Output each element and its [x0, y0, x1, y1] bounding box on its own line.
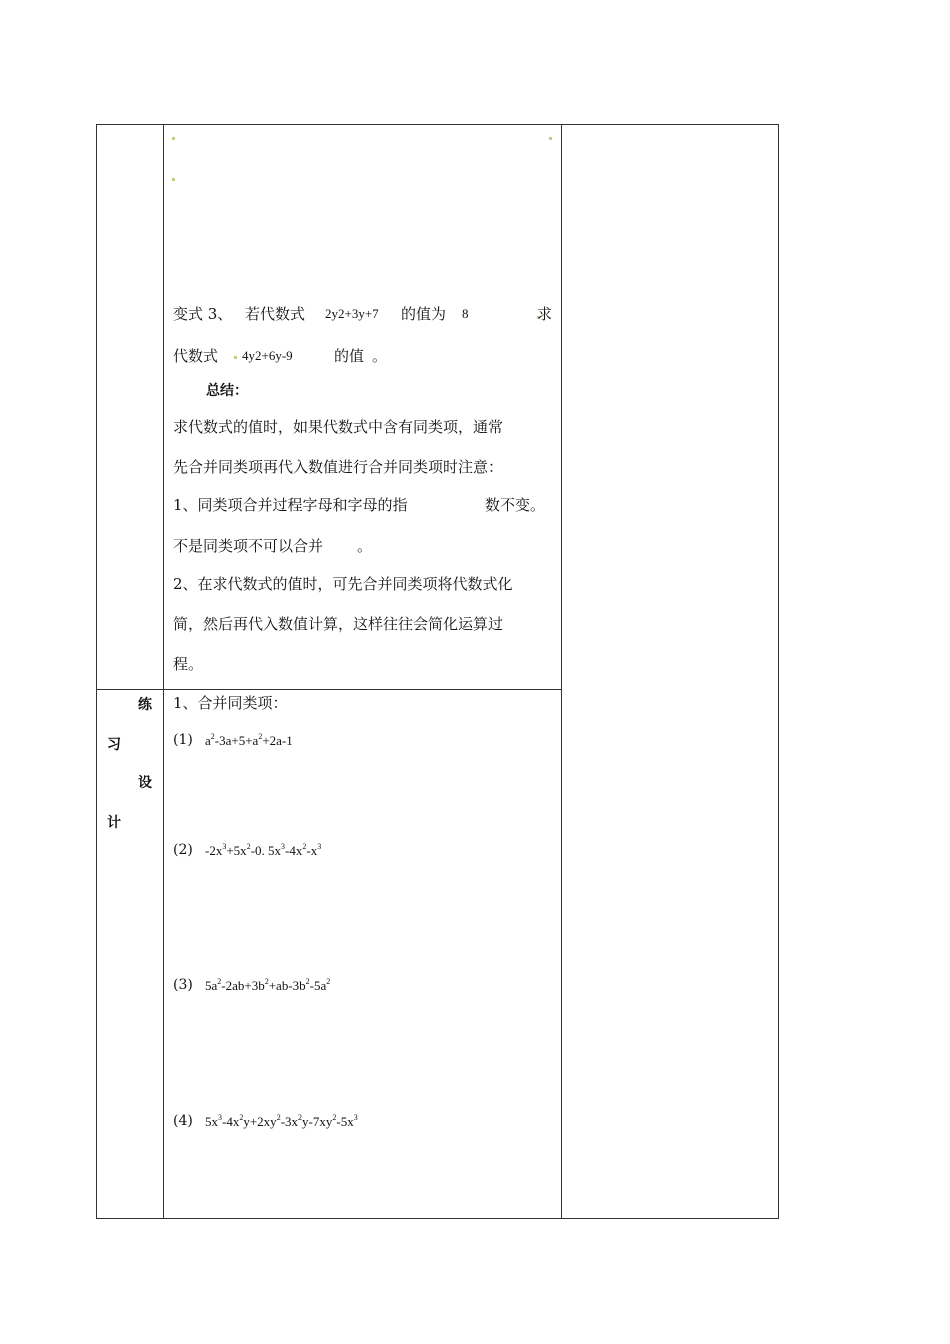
table-col2-border: [561, 124, 562, 1219]
summary-text: 先合并同类项再代入数值进行合并同类项时注意：: [173, 458, 504, 476]
summary-text: 程。: [173, 655, 204, 673]
variant3-text: 。: [372, 347, 388, 365]
practice-item-number: (2): [173, 842, 193, 858]
mark-dot: [172, 137, 175, 140]
practice-item-expression: $a^2-3a+5+a^2+2a-1$: [205, 732, 293, 748]
practice-label-char: 习: [107, 737, 121, 753]
mark-dot: [549, 137, 552, 140]
table-bottom-border: [96, 1218, 779, 1219]
practice-label-char: 练: [138, 697, 152, 713]
practice-label-char: 计: [107, 815, 121, 831]
variant3-text: 代数式: [173, 347, 219, 365]
table-mid-border: [96, 689, 562, 690]
mark-dot: [172, 178, 175, 181]
table-top-border: [96, 124, 779, 125]
variant3-prefix: 变式 3、: [173, 305, 233, 323]
summary-heading: 总结：: [206, 383, 248, 399]
summary-text: 简，然后再代入数值计算，这样往往会简化运算过: [173, 615, 504, 633]
summary-text: 数不变。: [485, 496, 546, 514]
variant3-value: 8: [462, 306, 469, 321]
practice-item-expression: $-2x^3+5x^2-0$. $5x^3-4x^2-x^3$: [205, 842, 322, 858]
practice-item-number: (3): [173, 977, 193, 993]
practice-item-expression: $5a^2-2ab+3b^2+ab-3b^2-5a^2$: [205, 977, 331, 993]
practice-item-number: (1): [173, 732, 193, 748]
summary-text: 1、同类项合并过程字母和字母的指: [173, 496, 408, 514]
practice-item-expression: $5x^3-4x^2y+2xy^2-3x^2y-7xy^2-5x^3$: [205, 1113, 358, 1129]
variant3-expression: 4y2+6y-9: [242, 348, 293, 363]
table-right-border: [778, 124, 779, 1219]
summary-text: 2、在求代数式的值时，可先合并同类项将代数式化: [173, 575, 513, 593]
table-col1-border: [163, 124, 164, 1219]
summary-text: 不是同类项不可以合并: [173, 537, 324, 555]
practice-title: 1、合并同类项：: [173, 694, 288, 712]
variant3-text: 求: [537, 305, 553, 323]
summary-text: 。: [357, 537, 373, 555]
variant3-expression: 2y2+3y+7: [325, 306, 379, 321]
table-left-border: [96, 124, 97, 1219]
practice-item-number: (4): [173, 1113, 193, 1129]
variant3-text: 的值: [334, 347, 365, 365]
summary-text: 求代数式的值时，如果代数式中含有同类项，通常: [173, 418, 504, 436]
variant3-text: 若代数式: [245, 305, 306, 323]
practice-label-char: 设: [138, 775, 152, 791]
mark-dot: [234, 356, 237, 359]
variant3-text: 的值为: [401, 305, 447, 323]
